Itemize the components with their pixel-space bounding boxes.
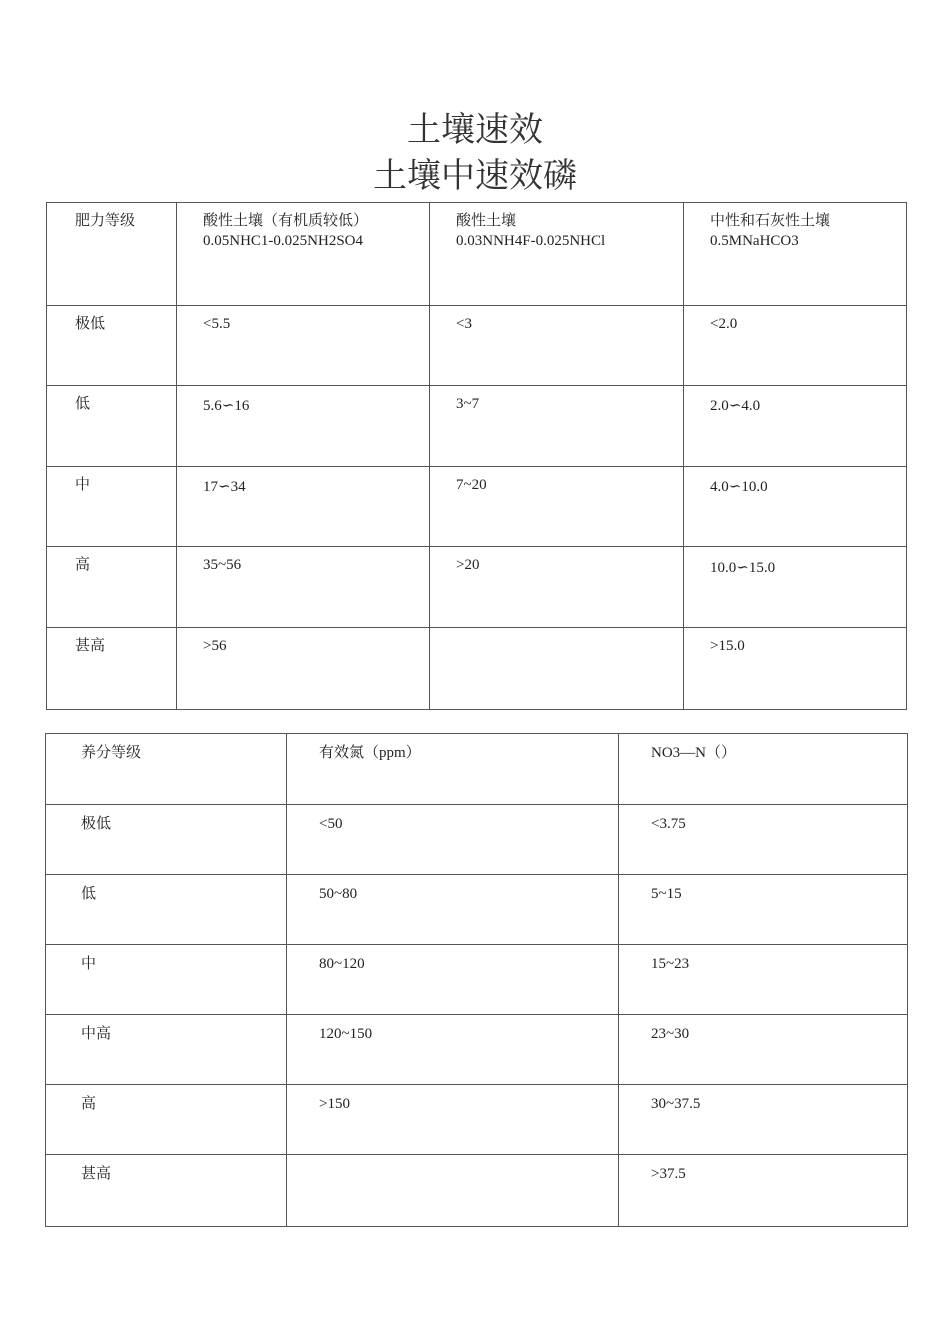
cell-acidic: 7~20 bbox=[430, 467, 684, 547]
table-row bbox=[47, 467, 907, 547]
table-row bbox=[46, 805, 908, 875]
cell-acidic: 3~7 bbox=[430, 386, 684, 467]
cell-available-n: 120~150 bbox=[287, 1015, 619, 1085]
cell-acidic: <3 bbox=[430, 306, 684, 386]
cell-acidic-low-organic: <5.5 bbox=[177, 306, 430, 386]
header-grade: 肥力等级 bbox=[47, 203, 177, 306]
header-acidic-label: 酸性土壤 bbox=[456, 213, 517, 229]
cell-available-n: >150 bbox=[287, 1085, 619, 1155]
cell-no3-n: 30~37.5 bbox=[619, 1085, 908, 1155]
table-row bbox=[47, 306, 907, 386]
cell-no3-n: 23~30 bbox=[619, 1015, 908, 1085]
nitrogen-grade-table bbox=[45, 733, 908, 1227]
table-row bbox=[47, 386, 907, 467]
header-available-n: 有效氮（ppm） bbox=[287, 734, 619, 805]
header-acidic bbox=[430, 203, 684, 306]
header-no3-n: NO3—N（） bbox=[619, 734, 908, 805]
cell-grade: 中 bbox=[46, 945, 287, 1015]
phosphorus-grade-table bbox=[46, 202, 907, 710]
cell-grade: 中高 bbox=[46, 1015, 287, 1085]
document-subtitle: 土壤中速效磷 bbox=[373, 156, 577, 196]
cell-neutral-calcareous: >15.0 bbox=[684, 628, 907, 710]
cell-grade: 甚高 bbox=[46, 1155, 287, 1227]
table-row bbox=[46, 875, 908, 945]
cell-grade: 高 bbox=[47, 547, 177, 628]
cell-acidic-low-organic: 35~56 bbox=[177, 547, 430, 628]
cell-acidic bbox=[430, 628, 684, 710]
cell-grade: 高 bbox=[46, 1085, 287, 1155]
header-acidic-low-organic-label: 酸性土壤（有机质较低） bbox=[203, 213, 369, 229]
cell-grade: 极低 bbox=[46, 805, 287, 875]
cell-neutral-calcareous: 2.0∽4.0 bbox=[684, 386, 907, 467]
document-title: 土壤速效 bbox=[407, 110, 543, 150]
table-row bbox=[47, 547, 907, 628]
cell-available-n: 80~120 bbox=[287, 945, 619, 1015]
cell-grade: 低 bbox=[46, 875, 287, 945]
header-acidic-low-organic bbox=[177, 203, 430, 306]
cell-no3-n: 5~15 bbox=[619, 875, 908, 945]
cell-no3-n: >37.5 bbox=[619, 1155, 908, 1227]
header-acidic-low-organic-method: 0.05NHC1-0.025NH2SO4 bbox=[203, 233, 364, 249]
cell-neutral-calcareous: 4.0∽10.0 bbox=[684, 467, 907, 547]
table-row bbox=[46, 1015, 908, 1085]
header-neutral-calcareous bbox=[684, 203, 907, 306]
cell-neutral-calcareous: <2.0 bbox=[684, 306, 907, 386]
header-acidic-method: 0.03NNH4F-0.025NHCl bbox=[456, 233, 606, 249]
header-neutral-calcareous-label: 中性和石灰性土壤 bbox=[710, 213, 831, 229]
cell-grade: 低 bbox=[47, 386, 177, 467]
header-neutral-calcareous-method: 0.5MNaHCO3 bbox=[710, 233, 799, 249]
cell-no3-n: <3.75 bbox=[619, 805, 908, 875]
table-header-row bbox=[47, 203, 907, 306]
cell-acidic: >20 bbox=[430, 547, 684, 628]
cell-grade: 甚高 bbox=[47, 628, 177, 710]
table-row bbox=[46, 945, 908, 1015]
cell-available-n: <50 bbox=[287, 805, 619, 875]
cell-available-n bbox=[287, 1155, 619, 1227]
table-row bbox=[46, 1085, 908, 1155]
table-row bbox=[46, 1155, 908, 1227]
table-row bbox=[47, 628, 907, 710]
cell-no3-n: 15~23 bbox=[619, 945, 908, 1015]
cell-available-n: 50~80 bbox=[287, 875, 619, 945]
header-grade: 养分等级 bbox=[46, 734, 287, 805]
cell-grade: 极低 bbox=[47, 306, 177, 386]
table-header-row bbox=[46, 734, 908, 805]
cell-acidic-low-organic: 5.6∽16 bbox=[177, 386, 430, 467]
cell-grade: 中 bbox=[47, 467, 177, 547]
cell-acidic-low-organic: >56 bbox=[177, 628, 430, 710]
cell-acidic-low-organic: 17∽34 bbox=[177, 467, 430, 547]
cell-neutral-calcareous: 10.0∽15.0 bbox=[684, 547, 907, 628]
